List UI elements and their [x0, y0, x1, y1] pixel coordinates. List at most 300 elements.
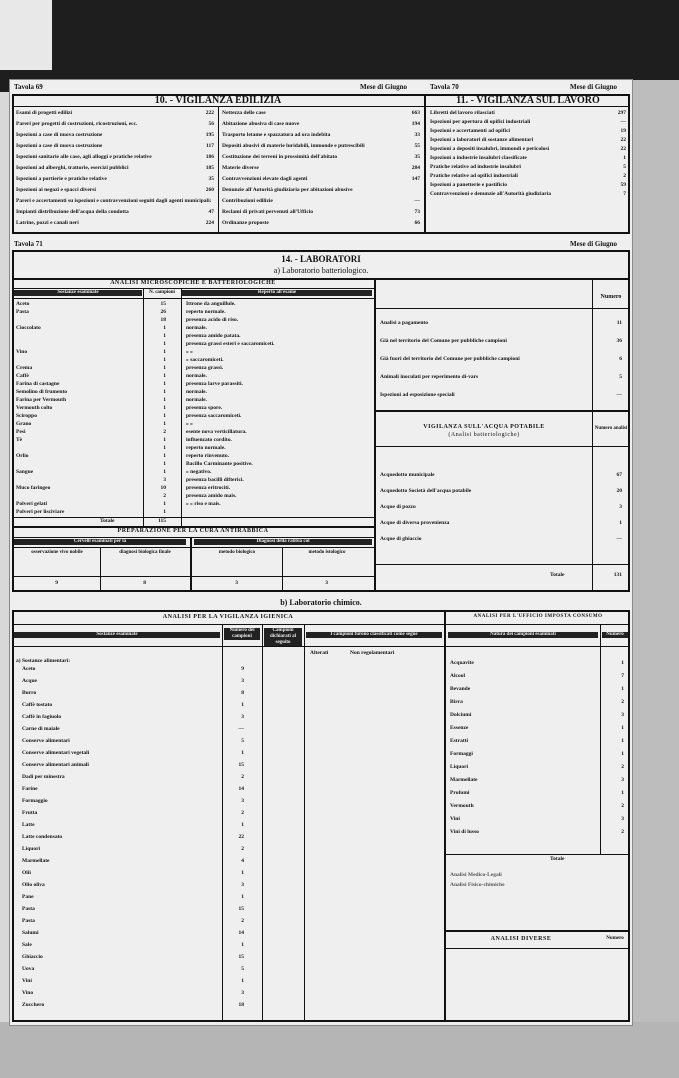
preparazione-title: PREPARAZIONE PER LA CURA ANTIRABBICA: [117, 528, 269, 534]
chimico-campioni: 18: [238, 1002, 244, 1008]
micro-campioni: 1: [163, 421, 166, 427]
chimico-campioni: 14: [238, 786, 244, 792]
chimico-campioni: 3: [241, 714, 244, 720]
micro-campioni: 1: [163, 381, 166, 387]
micro-campioni: 1: [163, 501, 166, 507]
prep-col-head: metodo istologico: [308, 550, 346, 555]
header-left: Tavola 69: [14, 83, 43, 91]
col-reperto: Reperto all'esame: [182, 290, 372, 296]
micro-campioni: 1: [163, 349, 166, 355]
micro-reperto: reperto rinvenuto.: [186, 453, 229, 459]
chimico-campioni: 3: [241, 798, 244, 804]
tavola-71-mese: Mese di Giugno: [570, 240, 618, 248]
dazio-natura: Essenze: [450, 725, 469, 731]
chimico-sostanza: Dadi per minestra: [22, 774, 65, 780]
divider: [12, 576, 374, 577]
altre-title: ANALISI DIVERSE: [490, 936, 552, 942]
divider: [12, 106, 630, 107]
edilizia-left-label: Latrine, pozzi e canali neri: [16, 220, 79, 226]
micro-campioni: 1: [163, 509, 166, 515]
analisi-micro-title: ANALISI MICROSCOPICHE E BATTERIOLOGICHE: [110, 280, 276, 286]
chimico-sostanza: Carne di maiale: [22, 726, 60, 732]
divider: [304, 624, 305, 1022]
dazio-numero: 2: [621, 764, 624, 770]
divider: [446, 930, 630, 932]
chimico-sostanza: Pasta: [22, 918, 35, 924]
divider: [262, 624, 263, 1022]
chimico-campioni: 4: [241, 858, 244, 864]
micro-sostanza: Sciroppo: [16, 413, 37, 419]
edilizia-left-label: Ispezioni ai negozi e spacci diversi: [16, 187, 96, 193]
divider: [12, 547, 374, 548]
group-a-label: a) Sostanze alimentari:: [16, 658, 71, 664]
chimico-sostanza: Conserve alimentari: [22, 738, 70, 744]
chimico-sostanza: Conserve alimentari vegetali: [22, 750, 90, 756]
micro-sostanza: Polveri gelati: [16, 501, 48, 507]
mid-note2: Analisi Fisico-chimiche: [450, 882, 505, 888]
chimico-sostanza: Aceto: [22, 666, 36, 672]
scan-top-border: [0, 0, 679, 92]
micro-reperto: presenza acido di riso.: [186, 317, 239, 323]
edilizia-left-value: 35: [208, 176, 214, 182]
divider: [12, 537, 374, 538]
micro-campioni: 1: [163, 397, 166, 403]
lavoro-label: Ispezioni a industrie insalubri classificate: [430, 155, 527, 161]
chimico-campioni: 5: [241, 966, 244, 972]
edilizia-right-value: 73: [414, 209, 420, 215]
acqua-title: VIGILANZA SULL'ACQUA POTABILE: [423, 424, 545, 430]
micro-campioni: 1: [163, 373, 166, 379]
lavoro-value: 59: [620, 182, 626, 188]
micro-sostanza: Vermouth colto: [16, 405, 53, 411]
micro-reperto: presenza grassi.: [186, 365, 224, 371]
dazio-numero: 7: [621, 673, 624, 679]
micro-sostanza: Polveri per lisciviare: [16, 509, 65, 515]
acqua-label: Acque di pozzo: [380, 504, 416, 510]
chimico-campioni: 2: [241, 846, 244, 852]
divider: [12, 288, 374, 289]
edilizia-left-label: Ispezioni a case di nuova costruzione: [16, 143, 103, 149]
chimico-campioni: 1: [241, 822, 244, 828]
divider: [12, 646, 630, 647]
lab-right-value: 36: [616, 338, 622, 344]
dazio-natura: Dolciumi: [450, 712, 472, 718]
dazio-numero: 1: [621, 725, 624, 731]
dazio-numero: 1: [621, 686, 624, 692]
micro-reperto: normale.: [186, 397, 207, 403]
acqua-value: 1: [619, 520, 622, 526]
divider: [376, 410, 630, 412]
chimico-col-natura: Natura dei campioni esaminati: [448, 632, 598, 638]
lab-right-label: Analisi a pagamento: [380, 320, 428, 326]
chimico-sostanza: Ghiaccio: [22, 954, 43, 960]
lab-right-label: Già fuori del territorio del Comune per pubbliche campioni: [380, 356, 520, 362]
edilizia-left-value: 47: [208, 209, 214, 215]
edilizia-right-value: 35: [414, 154, 420, 160]
lavoro-label: Ispezioni a depositi insalubri, immondi e pericolosi: [430, 146, 550, 152]
divider: [190, 537, 192, 592]
chimico-sostanza: Pasta: [22, 906, 35, 912]
micro-campioni: 1: [163, 453, 166, 459]
micro-sostanza: Pesi: [16, 429, 26, 435]
acqua-subtitle: (Analisi batteriologiche): [448, 432, 520, 438]
edilizia-right-value: 55: [414, 143, 420, 149]
lab-right-value: 5: [619, 374, 622, 380]
divider: [218, 106, 219, 234]
dazio-numero: 3: [621, 712, 624, 718]
edilizia-right-label: Depositi abusivi di materie luridabili, immonde e putrescibili: [222, 143, 365, 149]
micro-reperto: presenza saccaromiceti.: [186, 413, 242, 419]
dazio-natura: Vini di lusso: [450, 829, 479, 835]
chimico-sostanza: Farine: [22, 786, 38, 792]
acqua-value: 3: [619, 504, 622, 510]
chimico-campioni: 14: [238, 930, 244, 936]
divider: [424, 94, 426, 234]
dazio-natura: Vini: [450, 816, 460, 822]
scan-bottom-border: [0, 1022, 679, 1078]
micro-reperto: presenza bacilli difterici.: [186, 477, 244, 483]
micro-sostanza: Sangue: [16, 469, 34, 475]
chimico-sostanza: Uova: [22, 966, 35, 972]
chimico-col-numero: Numero: [602, 632, 628, 638]
micro-campioni: 1: [163, 445, 166, 451]
micro-reperto: » saccaromiceti.: [186, 357, 224, 363]
dazio-natura: Bevande: [450, 686, 471, 692]
edilizia-left-label: Ispezioni ad alberghi, trattorie, esercizi pubblici: [16, 165, 129, 171]
edilizia-right-label: Reclami di privati pervenuti all'Ufficio: [222, 209, 314, 215]
lavoro-label: Libretti del lavoro rilasciati: [430, 110, 495, 116]
lavoro-label: Ispezioni e accertamenti ad opifici: [430, 128, 511, 134]
edilizia-left-label: Impianti distribuzione dell'acqua della condotta: [16, 209, 129, 215]
acqua-numero-head: Numero analisi: [594, 426, 628, 431]
divider: [444, 610, 446, 1022]
micro-campioni: 2: [163, 493, 166, 499]
edilizia-right-value: 194: [411, 121, 420, 127]
chimico-sostanza: Conserve alimentari animali: [22, 762, 89, 768]
micro-campioni: 1: [163, 405, 166, 411]
micro-sostanza: Farina per Vermouth: [16, 397, 67, 403]
micro-campioni: 1: [163, 389, 166, 395]
acqua-label: Acquedotto Società dell'acqua potabile: [380, 488, 472, 494]
right-numero-head: Numero: [600, 294, 622, 300]
edilizia-left-value: 222: [205, 110, 214, 116]
edilizia-left-label: Pareri per progetti di costruzioni, ricostruzioni, ecc.: [16, 121, 138, 127]
chimico-campioni: 1: [241, 870, 244, 876]
divider: [12, 298, 374, 299]
header-mid1: Mese di Giugno: [360, 83, 408, 91]
micro-reperto: » negativo.: [186, 469, 212, 475]
chimico-campioni: —: [238, 726, 244, 732]
micro-sostanza: Orlio: [16, 453, 29, 459]
prep-right-head: Diagnosi della rabbia col: [194, 539, 372, 545]
lab-right-value: 6: [619, 356, 622, 362]
lavoro-value: 5: [623, 164, 626, 170]
chimico-analisi-title: ANALISI PER LA VIGILANZA IGIENICA: [162, 614, 294, 620]
chimico-sostanza: Zucchero: [22, 1002, 45, 1008]
edilizia-right-value: 284: [411, 165, 420, 171]
chimico-sostanza: Liquori: [22, 846, 41, 852]
lavoro-value: 7: [623, 191, 626, 197]
micro-reperto: Bacillo Carminante positive.: [186, 461, 253, 467]
scan-right-border: [632, 80, 679, 1025]
lavoro-label: Pratiche relative ad opifici industriali: [430, 173, 518, 179]
chimico-campioni: 15: [238, 906, 244, 912]
divider: [282, 547, 283, 592]
chimico-campioni: 9: [241, 666, 244, 672]
divider: [100, 547, 101, 592]
edilizia-right-label: Materie diverse: [222, 165, 259, 171]
prep-col-value: 3: [325, 580, 328, 586]
col-campioni: N. campioni: [149, 290, 175, 295]
chimico-sostanza: Salumi: [22, 930, 39, 936]
alterati-label: Alterati: [310, 650, 329, 656]
micro-reperto: presenza grassi esteri e saccaromiceti.: [186, 341, 275, 347]
micro-totale-label: Totale: [100, 518, 115, 524]
prep-col-value: 9: [55, 580, 58, 586]
micro-campioni: 1: [163, 469, 166, 475]
divider: [12, 517, 374, 518]
micro-reperto: normale.: [186, 373, 207, 379]
edilizia-left-label: Ispezioni a portierie e pratiche relative: [16, 176, 107, 182]
prep-col-head: diagnosi biologica finale: [119, 550, 171, 555]
mid-note: Analisi Medico-Legali: [450, 872, 502, 878]
lavoro-value: 22: [620, 137, 626, 143]
dazio-natura: Profumi: [450, 790, 470, 796]
edilizia-left-label: Pareri e accertamenti su ispezioni e contravvenzioni seguiti dagli agenti municipali:: [16, 198, 212, 204]
micro-reperto: Ittrone da anguillule.: [186, 301, 236, 307]
micro-sostanza: Vino: [16, 349, 28, 355]
lavoro-label: Ispezioni a panetterie e pastificio: [430, 182, 507, 188]
micro-sostanza: Caffè: [16, 373, 29, 379]
lavoro-label: Ispezioni a laboratori di sostanze alimentari: [430, 137, 534, 143]
scan-corner: [0, 0, 52, 70]
edilizia-right-value: 33: [414, 132, 420, 138]
micro-reperto: influenzato cordito.: [186, 437, 232, 443]
divider: [181, 288, 182, 526]
dazio-totale-label: Totale: [550, 856, 565, 862]
lavoro-value: 2: [623, 173, 626, 179]
chimico-campioni: 3: [241, 678, 244, 684]
acqua-value: —: [616, 536, 622, 542]
edilizia-right-label: Denunzie all'Autorità giudiziaria per abitazioni abusive: [222, 187, 353, 193]
micro-campioni: 26: [160, 309, 166, 315]
dazio-numero: 3: [621, 777, 624, 783]
laboratorio-chimico-subtitle: b) Laboratorio chimico.: [280, 598, 362, 607]
acqua-value: 67: [616, 472, 622, 478]
acqua-label: Acque di ghiaccio: [380, 536, 422, 542]
micro-reperto: presenza larve parassiti.: [186, 381, 243, 387]
divider: [376, 446, 630, 447]
chimico-dazio-title: ANALISI PER L'UFFICIO IMPOSTA CONSUMO: [473, 614, 603, 619]
dazio-natura: Estratti: [450, 738, 469, 744]
vigilanza-lavoro-title: 11. - VIGILANZA SUL LAVORO: [456, 95, 600, 106]
chimico-campioni: 1: [241, 894, 244, 900]
chimico-campioni: 15: [238, 954, 244, 960]
edilizia-left-value: 224: [205, 220, 214, 226]
dazio-numero: 2: [621, 829, 624, 835]
edilizia-right-label: Nettezza delle case: [222, 110, 266, 116]
edilizia-right-label: Contravvenzioni elevate dagli agenti: [222, 176, 308, 182]
dazio-natura: Birra: [450, 699, 463, 705]
edilizia-right-value: 663: [411, 110, 420, 116]
chimico-sostanza: Olii: [22, 870, 31, 876]
laboratorio-batteriologico-subtitle: a) Laboratorio batteriologico.: [273, 266, 369, 275]
divider: [222, 624, 223, 1022]
chimico-col-numero-campioni: Numero dei campioni: [224, 628, 260, 640]
edilizia-right-label: Abitazione abusiva di case nuove: [222, 121, 300, 127]
edilizia-right-label: Costituzione dei terreni in prossimità dell'abitato: [222, 154, 338, 160]
prep-left-head: Cervelli esaminati per la: [14, 539, 186, 545]
micro-reperto: normale.: [186, 325, 207, 331]
lab-right-value: —: [616, 392, 622, 398]
lavoro-label: Pratiche relative ad industrie insalubri: [430, 164, 521, 170]
micro-sostanza: Aceto: [16, 301, 30, 307]
lavoro-label: Ispezioni per apertura di opifici industriali: [430, 119, 531, 125]
micro-reperto: normale.: [186, 389, 207, 395]
prep-col-value: 3: [235, 580, 238, 586]
chimico-sostanza: Pane: [22, 894, 34, 900]
micro-campioni: 2: [163, 429, 166, 435]
micro-reperto: reperto normale.: [186, 445, 226, 451]
chimico-sostanza: Vini: [22, 978, 32, 984]
micro-campioni: 3: [163, 477, 166, 483]
dazio-natura: Alcool: [450, 673, 465, 679]
micro-sostanza: Pasta: [16, 309, 29, 315]
chimico-sostanza: Acque: [22, 678, 37, 684]
micro-campioni: 1: [163, 357, 166, 363]
dazio-numero: 1: [621, 751, 624, 757]
dazio-natura: Acquavite: [450, 660, 474, 666]
lab-right-label: Animali inoculati per reperimento di-vars: [380, 374, 479, 380]
divider: [592, 278, 593, 592]
chimico-sostanza: Latte: [22, 822, 35, 828]
micro-reperto: reperto normale.: [186, 309, 226, 315]
lavoro-value: 19: [620, 128, 626, 134]
tavola-71-label: Tavola 71: [14, 240, 43, 248]
chimico-campioni: 3: [241, 882, 244, 888]
micro-sostanza: Grano: [16, 421, 32, 427]
dazio-natura: Marmellate: [450, 777, 478, 783]
edilizia-right-value: 66: [414, 220, 420, 226]
micro-campioni: 1: [163, 325, 166, 331]
chimico-campioni: 1: [241, 750, 244, 756]
chimico-sostanza: Caffè tostato: [22, 702, 53, 708]
divider: [376, 564, 630, 565]
edilizia-left-value: 56: [208, 121, 214, 127]
lavoro-label: Contravvenzioni e denunzie all'Autorità giudiziaria: [430, 191, 551, 197]
header-right: Mese di Giugno: [570, 83, 618, 91]
chimico-campioni: 3: [241, 990, 244, 996]
edilizia-left-value: 117: [206, 143, 214, 149]
non-regolamentari-label: Non regolamentari: [350, 650, 395, 656]
acqua-label: Acque di diversa provenienza: [380, 520, 450, 526]
chimico-campioni: 2: [241, 774, 244, 780]
micro-reperto: presenza eritrociti.: [186, 485, 231, 491]
chimico-campioni: 8: [241, 690, 244, 696]
micro-reperto: esente nova verticillatura.: [186, 429, 247, 435]
chimico-campioni: 2: [241, 810, 244, 816]
micro-campioni: 1: [163, 413, 166, 419]
chimico-col-classificati: I campioni furono classificati come segue: [306, 632, 442, 638]
micro-reperto: » »: [186, 421, 193, 427]
lavoro-value: —: [620, 119, 626, 125]
chimico-sostanza: Olio oliva: [22, 882, 45, 888]
edilizia-right-label: Trasporto letame e spazzatura ad ora indebita: [222, 132, 331, 138]
micro-totale-value: 115: [158, 518, 166, 524]
edilizia-right-value: —: [414, 198, 420, 204]
dazio-numero: 1: [621, 790, 624, 796]
chimico-sostanza: Vino: [22, 990, 34, 996]
chimico-sostanza: Marmellate: [22, 858, 50, 864]
micro-campioni: 1: [163, 437, 166, 443]
chimico-sostanza: Formaggio: [22, 798, 48, 804]
dazio-natura: Vermouth: [450, 803, 474, 809]
vigilanza-edilizia-title: 10. - VIGILANZA EDILIZIA: [154, 95, 282, 106]
lab-right-label: Ispezioni ad esposizione speciali: [380, 392, 455, 398]
micro-reperto: presenza spore.: [186, 405, 223, 411]
divider: [446, 854, 630, 855]
dazio-numero: 2: [621, 699, 624, 705]
micro-sostanza: Cioccolato: [16, 325, 41, 331]
acqua-value: 20: [616, 488, 622, 494]
dazio-numero: 1: [621, 738, 624, 744]
edilizia-left-label: Ispezioni sanitarie alle case, agli alloggi e pratiche relative: [16, 154, 152, 160]
divider: [376, 308, 630, 309]
chimico-campioni: 2: [241, 918, 244, 924]
chimico-sostanza: Caffè in fagiuolo: [22, 714, 62, 720]
micro-reperto: presenza amido patata.: [186, 333, 241, 339]
header-mid2: Tavola 70: [430, 83, 459, 91]
edilizia-left-label: Esami di progetti edilizi: [16, 110, 72, 116]
chimico-sostanza: Burro: [22, 690, 37, 696]
micro-sostanza: Tè: [16, 437, 23, 443]
chimico-sostanza: Frutta: [22, 810, 38, 816]
chimico-col-sostanze: Sostanze esaminate: [14, 632, 220, 638]
divider: [446, 948, 630, 949]
chimico-campioni: 1: [241, 942, 244, 948]
lavoro-value: 22: [620, 146, 626, 152]
lavoro-value: 1: [623, 155, 626, 161]
chimico-campioni: 22: [238, 834, 244, 840]
dazio-natura: Liquori: [450, 764, 469, 770]
lab-right-value: 11: [616, 320, 622, 326]
document-page: [10, 80, 632, 1025]
divider: [600, 624, 601, 854]
micro-campioni: 1: [163, 333, 166, 339]
altre-numero: Numero: [606, 936, 624, 941]
micro-sostanza: Crema: [16, 365, 33, 371]
edilizia-left-value: 186: [205, 154, 214, 160]
chimico-campioni: 1: [241, 702, 244, 708]
acqua-label: Acquedotto municipale: [380, 472, 435, 478]
acqua-totale-value: 131: [613, 572, 622, 578]
chimico-campioni: 15: [238, 762, 244, 768]
chimico-sostanza: Latte condensato: [22, 834, 63, 840]
micro-reperto: » »: [186, 349, 193, 355]
micro-campioni: 10: [160, 485, 166, 491]
micro-sostanza: Semolino di frumento: [16, 389, 68, 395]
lab-right-label: Già nel territorio del Comune per pubbliche campioni: [380, 338, 507, 344]
chimico-campioni: 1: [241, 978, 244, 984]
laboratori-title: 14. - LABORATORI: [281, 254, 361, 264]
micro-campioni: 1: [163, 365, 166, 371]
chimico-col-dichiarati: Campioni dichiarati al seguito: [264, 628, 302, 646]
micro-campioni: 1: [163, 461, 166, 467]
chimico-sostanza: Sale: [22, 942, 32, 948]
prep-col-value: 8: [143, 580, 146, 586]
dazio-numero: 1: [621, 660, 624, 666]
edilizia-left-value: 195: [205, 132, 214, 138]
